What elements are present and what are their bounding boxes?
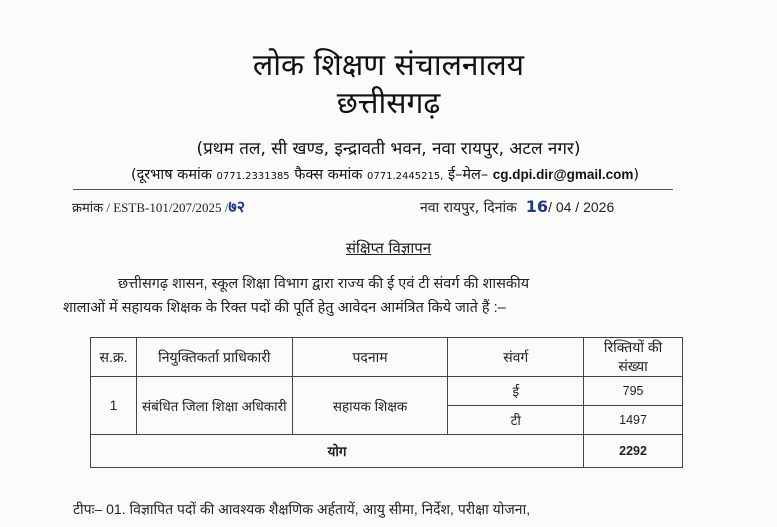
email-label: ई–मेल– (447, 167, 489, 183)
reference-number (72, 197, 245, 218)
place-date-label: नवा रायपुर, दिनांक (420, 200, 517, 216)
reference-prefix: क्रमांक / ESTB-101/207/2025 / (72, 200, 229, 215)
contact-line (95, 165, 675, 187)
close-paren: ) (633, 167, 640, 183)
fax-label: फैक्स कमांक (294, 167, 363, 183)
paragraph-line-1: छत्तीसगढ़ शासन, स्कूल शिक्षा विभाग द्वारा राज्य की ई एवं टी संवर्ग की शासकीय (118, 276, 530, 292)
fax-number: 0771.2445215, (367, 171, 444, 182)
cell-vacancies-t: 1497 (584, 406, 683, 435)
cell-cadre-t: टी (448, 406, 584, 435)
header-authority: नियुक्तिकर्ता प्राधिकारी (136, 338, 292, 377)
cell-designation: सहायक शिक्षक (292, 377, 448, 435)
table-row (91, 377, 683, 406)
handwritten-number: ७२ (228, 197, 246, 216)
cell-vacancies-e: 795 (584, 377, 683, 406)
header-cadre: संवर्ग (448, 338, 584, 377)
cell-serial: 1 (91, 377, 137, 435)
place-date (420, 197, 614, 218)
paragraph-line-2: शालाओं में सहायक शिक्षक के रिक्त पदों की पूर्ति हेतु आवेदन आमंत्रित किये जाते हैं :– (63, 300, 506, 316)
phone-label: दूरभाष कमांक (136, 167, 212, 183)
table-header-row (91, 338, 683, 377)
notice-heading-text: संक्षिप्त विज्ञापन (345, 239, 432, 257)
office-address: (प्रथम तल, सी खण्ड, इन्द्रावती भवन, नवा रायपुर, अटल नगर) (196, 139, 581, 159)
notice-heading (0, 238, 777, 258)
email-address[interactable]: cg.dpi.dir@gmail.com (492, 167, 634, 182)
header-serial: स.क्र. (91, 338, 137, 377)
total-label: योग (91, 435, 584, 468)
open-paren: ( (130, 167, 137, 183)
cell-authority: संबंधित जिला शिक्षा अधिकारी (136, 377, 292, 435)
total-value: 2292 (584, 435, 683, 468)
cell-cadre-e: ई (448, 377, 584, 406)
office-name: लोक शिक्षण संचालनालय (252, 48, 525, 83)
phone-number: 0771.2331385 (216, 171, 290, 182)
notice-paragraph (63, 272, 693, 320)
handwritten-day: 16 (525, 197, 549, 216)
date-rest: / 04 / 2026 (548, 199, 615, 215)
header-vacancies: रिक्तियों की संख्या (584, 338, 683, 377)
vacancy-table (90, 337, 683, 468)
header-divider (73, 189, 673, 190)
header-designation: पदनाम (292, 338, 448, 377)
state-name: छत्तीसगढ़ (336, 86, 441, 121)
table-total-row (91, 435, 683, 468)
footnote: टीपः– 01. विज्ञापित पदों की आवश्यक शैक्षणिक अर्हतायें, आयु सीमा, निर्देश, परीक्षा योजना, (73, 501, 531, 517)
